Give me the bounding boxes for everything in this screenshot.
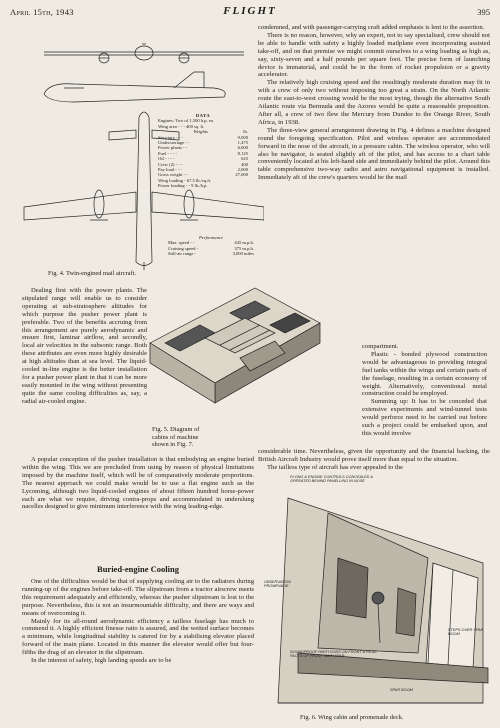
left-column-text [22,287,147,406]
fig6-label-soundproof: SOUNDPROOF PARTITIONS ON FRONT & REAR FACES OF FRONT MAIN SPAR [290,650,377,659]
fig5-caption: Fig. 5. Diagram of cabins of machine shown in Fig. 7. [152,426,200,449]
data-heading: DATA [195,113,211,118]
row-label: Structure - - - [158,134,183,140]
paragraph: Summing up: It has to be conceded that extensive experiments and wind-tunnel tests would perforce need to be carried out before such a project could be embarked upon, and this would involve [362,398,487,437]
row-value: 625 [241,156,248,162]
weights-list [158,135,248,189]
subheading: Buried-engine Cooling [97,564,179,574]
row-label: Pay load - - - [158,167,182,173]
right-column-text [258,24,490,182]
fig5-cabin-diagram [145,283,323,423]
row-value: 1,475 [237,140,248,146]
row-value: 445 m.p.h. [234,240,254,246]
paragraph: In the interest of safety, high landing speeds are to be [31,657,172,665]
left-full-text [22,456,254,511]
paragraph: The three-view general arrangement drawing in Fig. 4 defines a machine designed round the foregoing specification. Pilot and wireless operator are accommodated forward in the nose of the aircraft, in a pressure cabin. The wireless operator, who will also be navigator, is seated slightly aft of the pilot, and has access to a chart table conveniently located at his left-hand side and immediately behind the pilot. Around this table comprehensive two-way radio and astro navigational equipment is installed. Immediately aft of the crew's quarters would be the mail [258,126,490,182]
paragraph: The tailless type of aircraft has ever appealed to the [267,463,404,471]
weights-unit: lb. [243,129,248,135]
row-label: Fuel - - - - [158,150,177,156]
row-value: 400 [241,161,248,167]
row-label: Still-air range - [168,251,197,257]
magazine-title: FLIGHT [223,5,277,17]
paragraph: One of the difficulties would be that of supplying cooling air to the radiators during running-up of the engines before take-off. The slipstream from a tractor airscrew meets this requirement adequately and efficiently, whereas the pusher slipstream is lost to the purpose. Nevertheless, this is not an insurmountable difficulty, and there are ways and means of overcoming it. [22,578,254,617]
paragraph: There is no reason, however, why an expert, not to say specialised, crew should not be able to handle with safety a highly loaded mailplane even incorporating assisted take-off, and on that premise we might commit ourselves to a wing loading as high as, say, sixty-seven and a half pounds per square foot. The precise form of launching device is immaterial, and could be in the form of rocket propulsion or a gravity accelerator. [258,31,490,79]
paragraph: condemned, and with passenger-carrying craft added emphasis is lent to the assertion. [258,24,485,31]
paragraph: Dealing first with the power plants. The stipulated range will enable us to consider operating at sub-stratosphere altitudes for which purpose the pusher power plant is preferable. Two of the benefits accruing from this arrangement are purely aerodynamic and ensure first, laminar airflow, and secondly, local air velocities in the subsonic range. Both these attributes are even more highly desirable at high altitudes than at sea level. The liquid-cooled in-line engine is the better installation for a pusher power plant in that it can be more easily mounted in the wing without presenting quite the same cooling difficulties as, say, a radial air-cooled engine. [22,287,147,405]
paragraph: A popular conception of the pusher installation is that embodying an engine buried within the wing. This we are precluded from using by reason of physical limitations imposed by the machine itself, which will be of comparatively moderate proportions. The nearest approach we could make would be to use a flat engine such as the Lycoming, although two liquid-cooled engines of about fifteen hundred horse-power each are what we require, driving contra-props and accommodated in underslung nacelles designed to give minimum interference with the wing leading-edge. [22,456,254,511]
paragraph: Plastic - bonded plywood construction would be advantageous in providing integral fuel tanks within the wings and certain parts of the fuselage, resulting in a certain economy of weight. Alternatively, conventional metal construction could be employed. [362,350,487,398]
performance-heading: Performance [199,235,223,240]
page-header [10,5,490,19]
row-label: Power plants - - [158,145,188,151]
fig4-data-table [158,113,248,189]
row-value: 6,000 [237,145,248,151]
row-label: Gross weight - - [158,172,188,178]
row-label: Oil - - - - [158,156,175,162]
performance-list [168,240,254,256]
row-label: Wing loading - 67.5 lb./sq.ft. [158,177,212,183]
row-value: 8,125 [237,150,248,156]
fig6-label-steps: STEPS OVER SPAR BOOM [448,628,484,637]
row-label: Crew (2) - - - [158,161,183,167]
wing-area-row: Wing area - - - 400 sq. ft. [158,123,205,129]
fig4-caption: Fig. 4. Twin-engined mail aircraft. [48,270,136,277]
paragraph: The relatively high cruising speed and the resultingly moderate duration may fit in with a crew of only two without imposing too great a strain. On the North Atlantic route the east-to-west crossing would be the most trying, though the alternative South Atlantic route via Bermuda and the Azores would be quite a reasonable proposition. After all, a crew of two flew the Mercury from Dundee to the Orange River, South Africa, in 1938. [258,79,490,126]
row-label: Power loading - - 9 lb./h.p. [158,183,208,189]
page-number: 395 [477,7,490,17]
row-value: 375 m.p.h. [234,245,254,251]
issue-date: April 15th, 1943 [10,7,74,17]
fig6-caption: Fig. 6. Wing cabin and promenade deck. [300,714,404,721]
row-value: 3,000 miles [232,251,254,257]
row-label: Cruising speed - [168,245,199,251]
weights-heading: Weights [193,129,208,135]
table-row [158,183,248,188]
right-column-text-b [362,343,487,438]
table-row [168,251,254,256]
fig6-label-promenade: OBSERVATION PROMENADE [264,580,291,589]
paragraph: compartment. [362,343,399,350]
fig6-label-spar: SPAR BOOM [390,688,413,692]
fig4-performance-table [168,235,254,257]
paragraph: considerable time. Nevertheless, given the opportunity and the financial backing, the British Aircraft Industry would prove itself more than equal to the situation. [258,448,490,463]
fig6-label-controls: FLYING & ENGINE CONTROLS CONCEALED & OPERATED BEHIND PANELLING IN NOSE [290,475,373,484]
left-bottom-text [22,578,254,665]
row-label: Max. speed - - [168,240,195,246]
row-value: 2,000 [237,167,248,173]
row-value: 9,000 [237,134,248,140]
paragraph: Mainly for its all-round aerodynamic efficiency a tailless fuselage has much to commend it. A highly efficient finesse ratio is assured, and the wetted surface becomes a minimum, while longitudinal stability is catered for by a stabilising elevator placed forward of the main plane. Located in this manner the elevator would offer but four-fifths the drag of an elevator in the slipstream. [22,617,254,657]
row-label: Undercarriage - - [158,140,190,146]
engines-row: Engines: Two of 1,500 h.p. ea. [158,118,215,124]
row-value: 27,000 [235,172,248,178]
